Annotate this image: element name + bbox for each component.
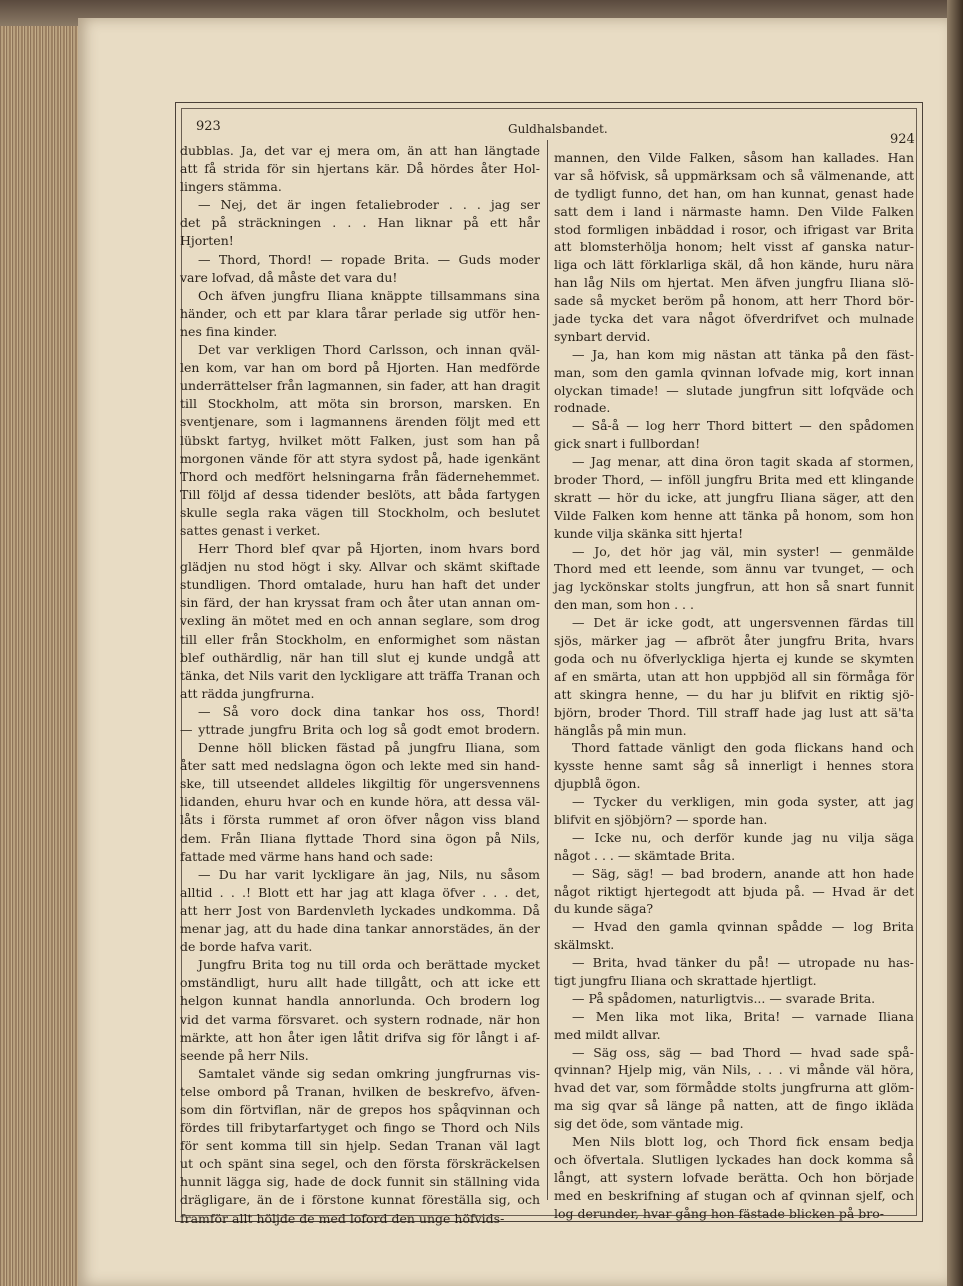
text-line: seende på herr Nils. — [180, 1047, 309, 1063]
text-line: som din förtviflan, när de grepos hos spåqvinnan och — [180, 1101, 540, 1117]
text-line: åter satt med nedslagna ögon och lekte med sin hand- — [180, 758, 540, 774]
text-line: underrättelser från lagmannen, sin fader, att han dragit — [180, 378, 540, 394]
text-line: — Icke nu, och derför kunde jag nu vilja säga — [572, 829, 914, 845]
text-line: fattade med värme hans hand och sade: — [180, 848, 434, 864]
text-line: — Jag menar, att dina öron tagit skada af stormen, — [572, 454, 914, 470]
text-line: Thord och medfört helsningarna från fädernehemmet. — [180, 468, 540, 484]
text-line: björn, broder Thord. Till straff hade jag lust att sä'ta — [554, 704, 914, 720]
left-page-number: 923 — [196, 119, 221, 134]
text-line: Men Nils blott log, och Thord fick ensam bedja — [572, 1133, 914, 1149]
text-line: hvad det var, som förmådde stolts jungfrurna att glöm- — [554, 1080, 914, 1096]
text-line: Till följd af dessa tidender beslöts, att båda fartygen — [180, 486, 540, 502]
text-line: kunde vilja skänka sitt hjerta! — [554, 525, 744, 541]
text-line: goda och nu öfverlyckliga hjerta ej kunde se skymten — [554, 650, 914, 666]
text-line: det på sträckningen . . . Han liknar på ett hår — [180, 215, 540, 231]
book-page-edges — [0, 0, 86, 1286]
text-line: sjös, märker jag — afbröt åter jungfru Brita, hvars — [554, 633, 914, 649]
text-line: sade så mycket beröm på honom, att herr Thord bör- — [554, 293, 914, 309]
text-line: — Brita, hvad tänker du på! — utropade nu has- — [572, 955, 914, 971]
text-line: dubblas. Ja, det var ej mera om, än att han längtade — [180, 143, 540, 158]
text-line: sig det öde, som väntade mig. — [554, 1116, 744, 1132]
text-line: kysste henne samt såg så innerligt i hennes stora — [554, 758, 914, 774]
text-line: log derunder, hvar gång hon fästade blicken på bro- — [554, 1205, 885, 1221]
text-line: — Tycker du verkligen, min goda syster, att jag — [572, 794, 914, 810]
text-line: rodnade. — [554, 400, 611, 416]
text-line: djupblå ögon. — [554, 776, 641, 792]
text-line: stod formligen inbäddad i rosor, och ifrigast var Brita — [554, 221, 914, 237]
text-line: till eller från Stockholm, en enformighet som nästan — [180, 631, 540, 647]
text-line: — Så voro dock dina tankar hos oss, Thord! — [198, 703, 540, 719]
text-line: drägligare, än de i förstone kunnat föreställa sig, och — [180, 1192, 540, 1208]
text-line: helgon kunnat handla annorlunda. Och brodern log — [180, 993, 540, 1009]
text-line: jag lyckönskar stolts jungfrun, att hon så snart funnit — [554, 579, 914, 595]
text-line: Herr Thord blef qvar på Hjorten, inom hvars bord — [198, 541, 540, 557]
text-line: att blomsterhölja honom; helt visst af ganska natur- — [554, 239, 914, 255]
text-line: dem. Från Iliana flyttade Thord sina ögon på Nils, — [180, 830, 540, 846]
text-line: något riktigt hjertegodt att bjuda på. — Hvad är det — [554, 883, 914, 899]
text-line: långt, att systern lofvade berätta. Och hon började — [554, 1169, 914, 1185]
text-line: telse ombord på Tranan, hvilken de beskrefvo, äfven- — [180, 1083, 540, 1099]
text-line: var så höfvisk, så uppmärksam och så välmenande, att — [554, 167, 914, 183]
text-line: märkte, att hon åter igen låtit drifva sig för långt i af- — [180, 1029, 540, 1045]
text-line: ma sig qvar så länge på natten, att de fingo ikläda — [554, 1098, 914, 1114]
text-line: vare lofvad, då måste det vara du! — [180, 269, 398, 285]
text-line: skälmskt. — [554, 937, 615, 953]
text-line: mannen, den Vilde Falken, såsom han kallades. Han — [554, 150, 914, 165]
text-line: Hjorten! — [180, 233, 234, 249]
text-line: — Det är icke godt, att ungersvennen färdas till — [572, 615, 914, 631]
text-line: lidanden, ehuru hvar och en kunde höra, att dessa väl- — [180, 794, 540, 810]
text-line: broder Thord, — inföll jungfru Brita med ett klingande — [554, 472, 914, 488]
text-line: skulle segla raka vägen till Stockholm, och beslutet — [180, 504, 540, 520]
text-line: hänglås på min mun. — [554, 722, 687, 738]
text-line: blifvit en sjöbjörn? — sporde han. — [554, 811, 768, 827]
text-line: — Men lika mot lika, Brita! — varnade Iliana — [572, 1008, 914, 1024]
book-right-edge — [947, 0, 963, 1286]
text-line: — Säg oss, säg — bad Thord — hvad sade spå- — [572, 1044, 914, 1060]
text-line: alltid . . .! Blott ett har jag att klaga öfver . . . det, — [180, 884, 540, 900]
text-line: sin färd, der han kryssat fram och åter utan annan om- — [180, 595, 540, 611]
text-line: blef outhärdlig, när han till slut ej kunde undgå att — [180, 649, 540, 665]
text-line: tänka, det Nils varit den lyckligare att träffa Tranan och — [180, 667, 540, 683]
text-line: omständligt, huru allt hade tillgått, och att icke ett — [180, 975, 540, 991]
text-line: fördes till fribytarfartyget och fingo se Thord och Nils — [180, 1120, 540, 1136]
text-line: ske, till utseendet alldeles likgiltig för ungersvennens — [180, 776, 540, 792]
column-divider — [547, 140, 548, 1200]
text-line: qvinnan? Hjelp mig, vän Nils, . . . vi månde väl höra, — [554, 1062, 914, 1078]
text-line: ut och spänt sina segel, och den första förskräckelsen — [180, 1156, 540, 1172]
text-line: att herr Jost von Bardenvleth lyckades undkomma. Då — [180, 902, 540, 918]
text-line: jade tycka det vara något öfverdrifvet och mulnade — [554, 311, 914, 327]
text-line: Jungfru Brita tog nu till orda och berättade mycket — [198, 957, 540, 973]
text-line: — Så-å — log herr Thord bittert — den spådomen — [572, 418, 914, 434]
text-line: Thord fattade vänligt den goda flickans hand och — [572, 740, 914, 756]
text-line: sventjenare, som i lagmannens ärenden följt med ett — [180, 414, 540, 430]
running-title: Guldhalsbandet. — [508, 122, 608, 136]
text-line: Thord med ett leende, som ännu var tvunget, — och — [554, 561, 914, 577]
text-line: att skingra henne, — du har ju blifvit en riktig sjö- — [554, 686, 914, 702]
text-line: med en beskrifning af stugan och af qvinnan sjelf, och — [554, 1187, 914, 1203]
text-line: framför allt höljde de med loford den unge höfvids- — [180, 1210, 505, 1226]
text-line: han låg Nils om hjertat. Men äfven jungfru Iliana slö- — [554, 275, 914, 291]
text-line: — Hvad den gamla qvinnan spådde — log Brita — [572, 919, 914, 935]
text-line: händer, och ett par klara tårar perlade sig utför hen- — [180, 305, 540, 321]
text-line: Samtalet vände sig sedan omkring jungfrurnas vis- — [198, 1065, 540, 1081]
text-line: morgonen vände för att styra sydost på, hade igenkänt — [180, 450, 540, 466]
text-line: gick snart i fullbordan! — [554, 436, 701, 452]
text-line: skratt — hör du icke, att jungfru Iliana säger, att den — [554, 489, 914, 505]
text-line: hunnit lägga sig, hade de dock funnit sin ställning vida — [180, 1174, 540, 1190]
text-line: man, som den gamla qvinnan lofvade mig, kort innan — [554, 364, 914, 380]
text-line: af en smärta, utan att hon uppbjöd all sin förmåga för — [554, 668, 914, 684]
text-line: och öfvertala. Slutligen lyckades han dock komma så — [554, 1151, 914, 1167]
right-page-number: 924 — [890, 132, 915, 147]
text-line: med mildt allvar. — [554, 1026, 661, 1042]
text-line: lübskt fartyg, hvilket mött Falken, just som han på — [180, 432, 540, 448]
right-text-column — [554, 149, 914, 1222]
text-line: sattes genast i verket. — [180, 522, 321, 538]
text-line: låts i första rummet af oron öfver någon viss bland — [180, 812, 540, 828]
text-line: — Nej, det är ingen fetaliebroder . . . jag ser — [198, 197, 540, 213]
left-text-column — [180, 142, 540, 1228]
text-line: — Säg, säg! — bad brodern, anande att hon hade — [572, 865, 914, 881]
text-line: de tydligt funno, det han, om han kunnat, genast hade — [554, 185, 914, 201]
text-line: liga och lätt förklarliga skäl, då hon kände, huru nära — [554, 257, 914, 273]
text-line: — Du har varit lyckligare än jag, Nils, nu såsom — [198, 866, 540, 882]
text-line: menar jag, att du hade dina tankar annorstädes, än der — [180, 921, 540, 937]
text-line: — På spådomen, naturligtvis... — svarade Brita. — [572, 990, 876, 1006]
text-line: len kom, var han om bord på Hjorten. Han medförde — [180, 360, 540, 376]
text-line: tigt jungfru Iliana och skrattade hjertligt. — [554, 972, 817, 988]
text-line: Denne höll blicken fästad på jungfru Iliana, som — [198, 740, 540, 756]
text-line: — Jo, det hör jag väl, min syster! — genmälde — [572, 543, 914, 559]
text-line: Vilde Falken kom henne att tänka på honom, som hon — [554, 507, 914, 523]
text-line: nes fina kinder. — [180, 323, 278, 339]
text-line: att få strida för sin hjertans kär. Då hördes åter Hol- — [180, 161, 540, 177]
text-line: stundligen. Thord omtalade, huru han haft det under — [180, 577, 540, 593]
text-line: glädjen nu stod högt i sky. Allvar och skämt skiftade — [180, 559, 540, 575]
text-line: lingers stämma. — [180, 179, 282, 195]
text-line: — Ja, han kom mig nästan att tänka på den fäst- — [572, 346, 914, 362]
text-line: synbart dervid. — [554, 328, 651, 344]
text-line: Och äfven jungfru Iliana knäppte tillsammans sina — [198, 287, 540, 303]
text-line: vid det varma försvaret. och systern rodnade, när hon — [180, 1011, 540, 1027]
text-line: för sent komma till sin hjelp. Sedan Tranan väl lagt — [180, 1138, 540, 1154]
text-line: till Stockholm, att möta sin brorson, marsken. En — [180, 396, 540, 412]
text-line: — yttrade jungfru Brita och log så godt emot brodern. — [180, 722, 540, 737]
text-line: vexling än mötet med en och annan seglare, som drog — [180, 613, 540, 629]
text-line: något . . . — skämtade Brita. — [554, 847, 736, 863]
text-line: du kunde säga? — [554, 901, 654, 917]
text-line: Det var verkligen Thord Carlsson, och innan qväl- — [198, 342, 540, 358]
text-line: att rädda jungfrurna. — [180, 685, 315, 701]
text-line: satt dem i land i närmaste hamn. Den Vilde Falken — [554, 203, 914, 219]
text-line: de borde hafva varit. — [180, 939, 313, 955]
text-line: olyckan timade! — slutade jungfrun sitt lofqväde och — [554, 382, 914, 398]
text-line: — Thord, Thord! — ropade Brita. — Guds moder — [198, 251, 540, 267]
text-line: den man, som hon . . . — [554, 597, 694, 613]
